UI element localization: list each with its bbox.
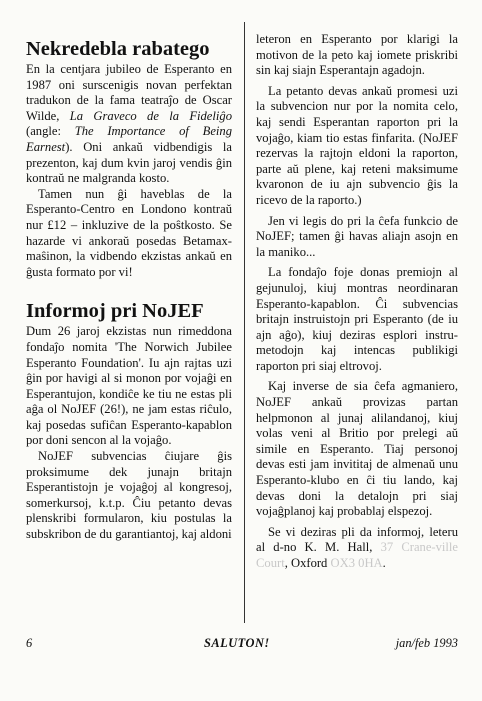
play-title-esperanto: La Graveco de la Fideliĝo [69,108,232,123]
left-column [26,36,232,543]
paragraph-text: En la centjara jubileo de Esperanto en 1987 oni surscenigis novan perfektan tradukon de la fama teatraĵo de Oscar Wilde, [26,62,232,123]
paragraph-text: , Oxford [284,556,331,570]
article-paragraph: La petanto devas ankaŭ promesi uzi la subvencion nur por la nomita celo, kaj sendi Esperantan raporton pri la vojaĝo, kiam tio estas finfarita. (NoJEF rezervas la rajtojn eldoni la raporton, parte aŭ plene, kaj reteni maksimume kvaronon de iu ajn subvencio ĝis la ricevo de la raporto.) [256,83,458,207]
paragraph-text: . [382,556,386,570]
paragraph-text: ). Oni ankaŭ vidbendigis la prezenton, kaj dum kvin jaroj vendis ĝin kontraŭ ne malgranda kosto. [26,139,232,186]
right-column [256,32,458,572]
article-paragraph: NoJEF subvencias ĉiujare ĝis proksimume dek junajn britajn Esperantistojn je vojaĝoj al kongresoj, somerkursoj, k.t.p. Ĉiu petanto devas plenskribi formularon, kiu postulas la subskribon de du garantiantoj, kaj aldoni [26,449,232,542]
article-paragraph: Tamen nun ĝi haveblas de la Esperanto-Centro en Londono kontraŭ nur £12 – inkluzive de la poŝtkosto. Se hazarde vi ankoraŭ posedas Betamax-maŝinon, la vidbendo ekzistas ankaŭ en ĝusta formato por vi! [26,186,232,279]
article-paragraph: leteron en Esperanto por klarigi la motivon de la peto kaj iomete priskribi sin kaj siajn Esperantajn agadojn. [256,32,458,78]
article-paragraph [26,62,232,187]
paragraph-text: (angle: [26,124,75,139]
article-paragraph: Jen vi legis do pri la ĉefa funkcio de NoJEF; tamen ĝi havas aliajn asojn en la maniko... [256,213,458,259]
magazine-name: SALUTON! [204,636,270,650]
column-divider [244,22,245,623]
redacted-address: 37 Crane-ville Court [256,540,458,570]
page-number: 6 [26,636,33,650]
article-heading-rabatego: Nekredebla rabatego [26,38,210,60]
article-paragraph: Kaj inverse de sia ĉefa agmaniero, NoJEF ankaŭ provizas partan helpmonon al junaj alilandanoj, kiuj volas veni al Britio por prelegi aŭ simile en Esperanto. Tiaj personoj devas esti jam invititaj de almenaŭ unu Esperanto-klubo en ĉi tiu lando, kaj devas doni la detalojn pri siaj vojaĝplanoj kaj probablaj elspezoj. [256,379,458,519]
paragraph-text: Se vi deziras pli da informoj, leteru al d-no K. M. Hall, [256,524,458,555]
issue-date: jan/feb 1993 [395,636,458,650]
contact-paragraph [256,525,458,572]
play-title-english: The Importance of Being Earnest [26,124,232,154]
article-heading-nojef: Informoj pri NoJEF [26,300,204,323]
page-footer [26,636,458,654]
article-paragraph: La fondaĵo foje donas premiojn al gejunuloj, kiuj montras neordinaran Esperanto-kapablon. Ĉi subvencias britajn instruistojn pri Esperanto (de iu ajn aĝo), kiuj deziras esplori instru-metodojn kaj intencas publikigi raporton pri siaj eltrovoj. [256,265,458,373]
redacted-postcode: OX3 0HA [330,556,383,570]
article-paragraph: Dum 26 jaroj ekzistas nun rimeddona fondaĵo nomita 'The Norwich Jubilee Esperanto Foundation'. Iu ajn rajtas uzi ĝin por havigi al si monon por vojaĝi en Esperantujon, kondiĉe ke tiu ne estas pli aĝa ol NoJEF (26!), ne jam estas riĉulo, kaj posedas sufiĉan Esperanto-kapablon por doni sencon al la vojaĝo. [26,324,232,448]
